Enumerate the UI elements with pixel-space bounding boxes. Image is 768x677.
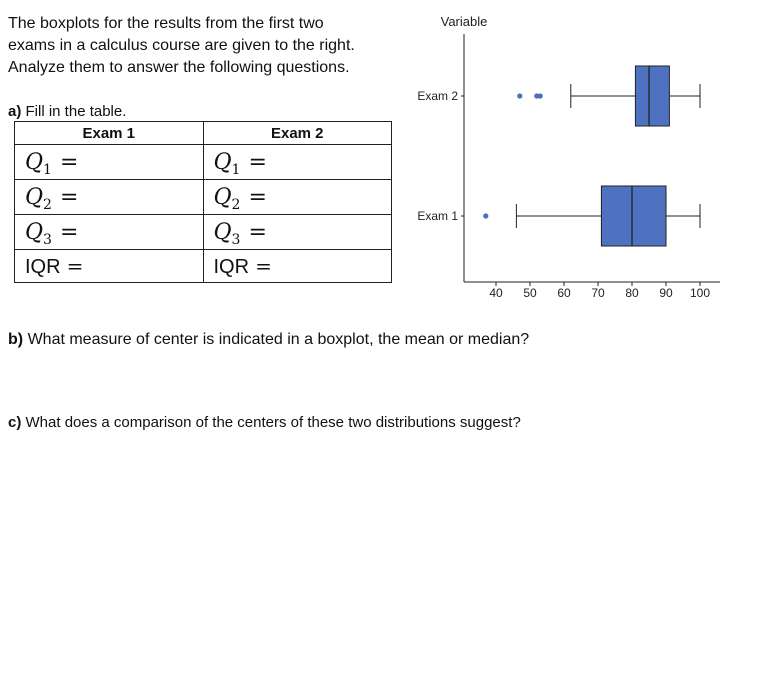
cell-exam2-q2[interactable] — [203, 180, 392, 215]
q-symbol: Q — [25, 149, 44, 175]
outlier-point — [538, 93, 543, 98]
boxes-layer — [483, 66, 700, 246]
equals-sign: = — [248, 149, 267, 175]
q-subscript: 3 — [43, 231, 52, 248]
equals-sign: = — [248, 219, 267, 245]
q-symbol: Q — [25, 184, 44, 210]
part-b-text: What measure of center is indicated in a boxplot, the mean or median? — [27, 331, 530, 348]
x-tick-label: 70 — [591, 286, 605, 300]
category-labels — [417, 89, 464, 223]
part-a-text: Fill in the table. — [25, 103, 127, 120]
cell-exam2-iqr[interactable] — [203, 250, 392, 283]
header-exam-1: Exam 1 — [15, 122, 204, 145]
x-tick-label: 40 — [489, 286, 503, 300]
quartiles-table — [14, 121, 392, 283]
cell-exam1-q3[interactable] — [15, 215, 204, 250]
iqr-box — [635, 66, 669, 126]
equals-sign: = — [255, 253, 272, 278]
table-row-iqr — [15, 250, 392, 283]
x-tick-label: 90 — [659, 286, 673, 300]
q-subscript: 2 — [231, 196, 241, 213]
x-tick-label: 80 — [625, 286, 639, 300]
intro-text — [8, 13, 398, 79]
x-axis-ticks — [489, 282, 710, 300]
part-c-text: What does a comparison of the centers of these two distributions suggest? — [25, 414, 521, 431]
intro-line: The boxplots for the results from the first two — [8, 15, 324, 32]
q-symbol: Q — [213, 149, 232, 175]
table-row-q3 — [15, 215, 392, 250]
table-row-q2 — [15, 180, 392, 215]
q-symbol: Q — [213, 219, 232, 245]
outlier-point — [517, 93, 522, 98]
part-c-question — [8, 413, 521, 433]
cell-exam1-iqr[interactable] — [15, 250, 204, 283]
boxplot-exam-1 — [483, 186, 700, 246]
boxplot-chart — [400, 0, 730, 305]
table-row-q1 — [15, 145, 392, 180]
part-b-question — [8, 330, 529, 350]
equals-sign: = — [248, 184, 267, 210]
x-tick-label: 60 — [557, 286, 571, 300]
q-subscript: 1 — [43, 161, 52, 178]
chart-title: Variable — [440, 14, 488, 29]
q-symbol: Q — [25, 219, 44, 245]
x-tick-label: 50 — [523, 286, 537, 300]
iqr-label: IQR — [25, 255, 61, 278]
category-label: Exam 1 — [417, 209, 458, 223]
cell-exam2-q3[interactable] — [203, 215, 392, 250]
equals-sign: = — [59, 184, 79, 210]
cell-exam2-q1[interactable] — [203, 145, 392, 180]
iqr-box — [601, 186, 666, 246]
part-c-label: c) — [8, 414, 22, 431]
q-subscript: 3 — [231, 231, 241, 248]
intro-line: Analyze them to answer the following questions. — [8, 59, 350, 76]
outlier-point — [483, 213, 488, 218]
cell-exam1-q1[interactable] — [15, 145, 204, 180]
x-tick-label: 100 — [689, 286, 711, 300]
equals-sign: = — [59, 149, 79, 175]
q-subscript: 1 — [231, 161, 241, 178]
boxplot-exam-2 — [517, 66, 700, 126]
header-exam-2: Exam 2 — [203, 122, 392, 145]
equals-sign: = — [66, 253, 84, 278]
iqr-label: IQR — [213, 255, 250, 278]
category-label: Exam 2 — [417, 89, 458, 103]
table-header-row — [15, 122, 392, 145]
cell-exam1-q2[interactable] — [15, 180, 204, 215]
q-symbol: Q — [213, 184, 232, 210]
intro-line: exams in a calculus course are given to the right. — [8, 37, 355, 54]
part-b-label: b) — [8, 331, 24, 348]
part-a-prompt — [8, 103, 126, 121]
part-a-label: a) — [8, 103, 22, 120]
q-subscript: 2 — [43, 196, 52, 213]
equals-sign: = — [59, 219, 79, 245]
